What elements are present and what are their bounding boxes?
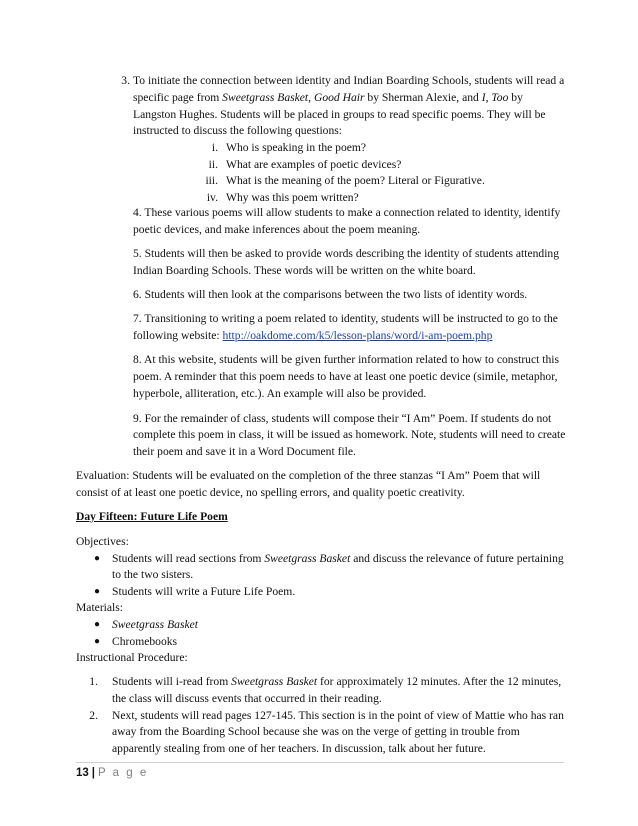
item-5-line-1: 5. Students will then be asked to provide words describing the identity of students attending (133, 247, 560, 260)
item-3-line-3: Langston Hughes. Students will be placed in groups to read specific poems. They will be (133, 108, 546, 121)
section-heading: Day Fifteen: Future Life Poem (76, 510, 228, 523)
bullet-icon: ● (94, 586, 101, 597)
step-2-line-3: apparently stealing from one of her teachers. In discussion, talk about her future. (112, 742, 486, 755)
objective-1-line-2: to the two sisters. (112, 568, 194, 581)
item-8-line-2: poem. A reminder that this poem needs to have at least one poetic device (simile, metaphor, (133, 370, 558, 383)
objective-2: Students will write a Future Life Poem. (112, 585, 296, 598)
item-3-line-1: To initiate the connection between identity and Indian Boarding Schools, students will read a (133, 74, 565, 87)
bullet-icon: ● (94, 619, 101, 630)
page-number: 13 (76, 767, 89, 779)
item-3-line-4: instructed to discuss the following questions: (133, 124, 342, 137)
item-7-line-1: 7. Transitioning to writing a poem related to identity, students will be instructed to go to the (133, 312, 558, 325)
objectives-label: Objectives: (76, 535, 129, 548)
evaluation-line-1: Evaluation: Students will be evaluated on the completion of the three stanzas “I Am” Poem that will (76, 469, 541, 482)
question-numeral: i. (211, 141, 218, 154)
material-1: Sweetgrass Basket (112, 618, 198, 631)
item-5-line-2: Indian Boarding Schools. These words will be written on the white board. (133, 264, 476, 277)
page-footer (76, 766, 148, 780)
bullet-icon: ● (94, 553, 101, 564)
objective-1-line-1: Students will read sections from Sweetgrass Basket and discuss the relevance of future pertaining (112, 552, 564, 565)
procedure-label: Instructional Procedure: (76, 651, 188, 664)
item-4-line-2: poetic devices, and make inferences about the poem meaning. (133, 223, 421, 236)
step-2-line-1: Next, students will read pages 127-145. This section is in the point of view of Mattie who has ran (112, 709, 564, 722)
item-3-number: 3. (121, 74, 130, 87)
item-3-line-2: specific page from Sweetgrass Basket, Good Hair by Sherman Alexie, and I, Too by (133, 91, 523, 104)
question-text: Why was this poem written? (226, 191, 359, 204)
item-8-line-3: hyperbole, alliteration, etc.). An example will also be provided. (133, 387, 427, 400)
question-numeral: iii. (205, 174, 218, 187)
footer-separator: | (91, 767, 96, 779)
step-1-number: 1. (89, 675, 98, 688)
material-2: Chromebooks (112, 635, 178, 648)
item-8-line-1: 8. At this website, students will be given further information related to how to construct this (133, 353, 559, 366)
step-1-line-1: Students will i-read from Sweetgrass Basket for approximately 12 minutes. After the 12 minutes, (112, 675, 562, 688)
question-numeral: ii. (208, 158, 218, 171)
question-text: What are examples of poetic devices? (226, 158, 402, 171)
item-9-line-3: their poem and save it in a Word Document file. (133, 445, 356, 458)
step-1-line-2: the class will discuss events that occurred in their reading. (112, 692, 382, 705)
item-9-line-1: 9. For the remainder of class, students will compose their “I Am” Poem. If students do not (133, 412, 552, 425)
step-2-line-2: away from the Boarding School because she was on the verge of getting in trouble from (112, 725, 520, 738)
page-word: P a g e (98, 767, 149, 779)
question-text: Who is speaking in the poem? (226, 141, 367, 154)
item-6-line-1: 6. Students will then look at the comparisons between the two lists of identity words. (133, 288, 528, 301)
materials-label: Materials: (76, 601, 124, 614)
item-7-line-2: following website: http://oakdome.com/k5/lesson-plans/word/i-am-poem.php (133, 329, 493, 342)
item-9-line-2: complete this poem in class, it will be issued as homework. Note, students will need to create (133, 428, 566, 441)
footer-divider (76, 762, 564, 763)
question-text: What is the meaning of the poem? Literal or Figurative. (226, 174, 485, 187)
item-4-line-1: 4. These various poems will allow students to make a connection related to identity, identify (133, 206, 561, 219)
evaluation-line-2: consist of at least one poetic device, no spelling errors, and quality poetic creativity. (76, 486, 465, 499)
poem-website-link[interactable]: http://oakdome.com/k5/lesson-plans/word/i-am-poem.php (222, 329, 493, 342)
step-2-number: 2. (89, 709, 98, 722)
question-numeral: iv. (206, 191, 218, 204)
bullet-icon: ● (94, 636, 101, 647)
